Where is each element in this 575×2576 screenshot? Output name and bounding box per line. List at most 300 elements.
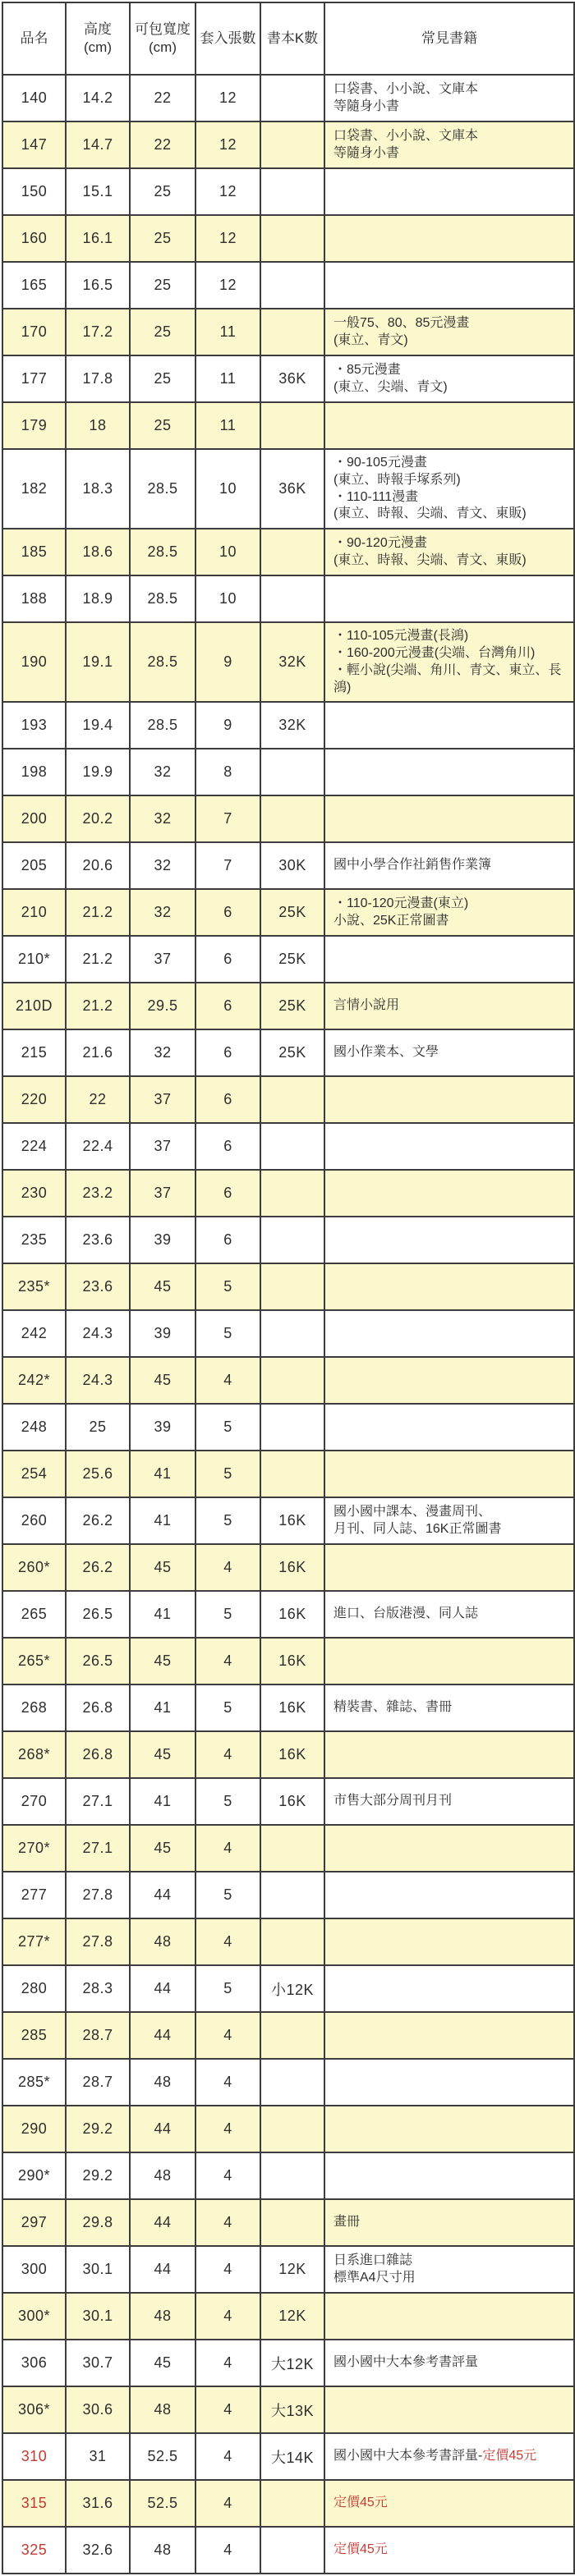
cell-wrap-width xyxy=(130,1918,196,1965)
cell-height xyxy=(66,1123,130,1170)
cell-height xyxy=(66,1451,130,1497)
cell-product-name-value: 230 xyxy=(21,1185,48,1202)
cell-wrap-width xyxy=(130,575,196,622)
cell-wrap-width-value: 32 xyxy=(154,763,172,781)
cell-product-name xyxy=(2,2199,66,2246)
cell-wrap-width-value: 48 xyxy=(154,1933,172,1950)
cell-common-books: 口袋書、小小說、文庫本 等隨身小書 xyxy=(324,75,574,121)
cell-height xyxy=(66,1825,130,1872)
cell-common-books xyxy=(324,1731,574,1778)
cell-product-name-value: 242* xyxy=(17,1372,51,1389)
cell-wrap-width xyxy=(130,1731,196,1778)
cell-sheet-count xyxy=(196,215,260,262)
cell-wrap-width-value: 25 xyxy=(154,277,172,293)
cell-sheet-count xyxy=(196,2480,260,2527)
cell-wrap-width-value: 37 xyxy=(154,1091,172,1108)
cell-wrap-width-value: 29.5 xyxy=(147,997,178,1015)
cell-wrap-width xyxy=(130,2152,196,2199)
cell-book-k-size-value: 大13K xyxy=(270,2402,315,2419)
cell-wrap-width-value: 37 xyxy=(154,1185,172,1202)
cell-sheet-count xyxy=(196,1591,260,1638)
cell-height xyxy=(66,1029,130,1076)
cell-product-name xyxy=(2,1918,66,1965)
cell-wrap-width xyxy=(130,2199,196,2246)
cell-book-k-size xyxy=(260,168,324,215)
cell-book-k-size xyxy=(260,1451,324,1497)
col-header-height xyxy=(66,2,130,75)
cell-wrap-width xyxy=(130,1638,196,1684)
cell-wrap-width xyxy=(130,1684,196,1731)
cell-height-value: 26.5 xyxy=(82,1652,113,1670)
cell-height xyxy=(66,1497,130,1544)
cell-height-value: 20.2 xyxy=(82,810,113,827)
cell-common-books xyxy=(324,2012,574,2059)
cell-sheet-count-value: 9 xyxy=(223,653,232,671)
cell-sheet-count xyxy=(196,2246,260,2293)
cell-height xyxy=(66,575,130,622)
cell-book-k-size-value: 25K xyxy=(278,951,306,968)
cell-height-value: 26.5 xyxy=(82,1606,113,1623)
table-row xyxy=(2,1965,574,2012)
cell-height-value: 16.1 xyxy=(82,230,113,246)
cell-product-name-value: 265* xyxy=(17,1652,51,1670)
cell-sheet-count-value: 4 xyxy=(223,2261,232,2278)
cell-height xyxy=(66,889,130,936)
cell-wrap-width-value: 37 xyxy=(154,1138,172,1155)
cell-sheet-count-value: 6 xyxy=(223,1185,232,1202)
cell-product-name xyxy=(2,575,66,622)
cell-sheet-count-value: 4 xyxy=(223,1746,232,1763)
cell-wrap-width-value: 45 xyxy=(154,1372,172,1389)
cell-common-books xyxy=(324,1825,574,1872)
cell-sheet-count-value: 4 xyxy=(223,1652,232,1670)
cell-product-name-value: 268* xyxy=(17,1746,51,1763)
cell-height xyxy=(66,262,130,309)
cell-common-books xyxy=(324,1638,574,1684)
cell-product-name-value: 310 xyxy=(21,2448,48,2465)
cell-height-value: 29.2 xyxy=(82,2120,113,2138)
cell-height-value: 27.1 xyxy=(82,1793,113,1810)
cell-height xyxy=(66,2199,130,2246)
cell-height xyxy=(66,1170,130,1217)
cell-height-value: 21.2 xyxy=(82,904,113,921)
cell-sheet-count-value: 6 xyxy=(223,1231,232,1249)
cell-height xyxy=(66,622,130,702)
cell-height xyxy=(66,1404,130,1451)
cell-sheet-count xyxy=(196,1029,260,1076)
cell-sheet-count xyxy=(196,309,260,355)
cell-book-k-size-value: 16K xyxy=(278,1606,306,1623)
cell-book-k-size xyxy=(260,1076,324,1123)
cell-book-k-size xyxy=(260,1872,324,1918)
cell-height-value: 27.1 xyxy=(82,1840,113,1857)
table-row xyxy=(2,575,574,622)
cell-height-value: 26.2 xyxy=(82,1512,113,1529)
cell-product-name-value: 147 xyxy=(21,136,48,153)
cell-height-value: 24.3 xyxy=(82,1372,113,1389)
cell-common-books xyxy=(324,1310,574,1357)
table-row xyxy=(2,1638,574,1684)
cell-common-books: 精裝書、雜誌、書冊 xyxy=(324,1684,574,1731)
cell-height xyxy=(66,2152,130,2199)
price-note-red: 定價45元 xyxy=(334,2542,388,2557)
cell-wrap-width-value: 32 xyxy=(154,810,172,827)
cell-height-value: 14.2 xyxy=(82,89,113,106)
cell-sheet-count-value: 4 xyxy=(223,2120,232,2138)
cell-common-books: 國小國中大本參考書評量 xyxy=(324,2340,574,2386)
cell-product-name xyxy=(2,795,66,842)
cell-product-name-value: 325 xyxy=(21,2542,48,2559)
cell-product-name-value: 242 xyxy=(21,1325,48,1342)
cell-product-name xyxy=(2,1497,66,1544)
cell-sheet-count xyxy=(196,75,260,121)
table-row xyxy=(2,622,574,702)
cell-product-name-value: 210 xyxy=(21,904,48,921)
cell-height-value: 29.2 xyxy=(82,2167,113,2184)
cell-product-name xyxy=(2,889,66,936)
cell-product-name xyxy=(2,2246,66,2293)
cell-height-value: 23.6 xyxy=(82,1231,113,1249)
cell-book-k-size xyxy=(260,1217,324,1263)
cell-wrap-width-value: 39 xyxy=(154,1325,172,1342)
cell-product-name-value: 182 xyxy=(21,480,48,497)
cell-wrap-width xyxy=(130,2012,196,2059)
cell-book-k-size xyxy=(260,2059,324,2106)
table-row xyxy=(2,936,574,983)
header-row xyxy=(2,2,574,75)
cell-common-books: 畫冊 xyxy=(324,2199,574,2246)
cell-wrap-width-value: 39 xyxy=(154,1419,172,1436)
table-row xyxy=(2,1684,574,1731)
cell-wrap-width xyxy=(130,1544,196,1591)
cell-product-name xyxy=(2,1076,66,1123)
cell-product-name-value: 188 xyxy=(21,590,48,607)
cell-product-name-value: 270 xyxy=(21,1793,48,1810)
cell-product-name xyxy=(2,2059,66,2106)
cell-sheet-count xyxy=(196,1310,260,1357)
cell-height xyxy=(66,215,130,262)
cell-common-books: ・90-120元漫畫 (東立、時報、尖端、青文、東販) xyxy=(324,529,574,575)
cell-book-k-size xyxy=(260,2152,324,2199)
cell-common-books xyxy=(324,1217,574,1263)
cell-sheet-count xyxy=(196,2059,260,2106)
cell-height-value: 23.6 xyxy=(82,1278,113,1295)
table-row xyxy=(2,702,574,749)
cell-book-k-size xyxy=(260,2246,324,2293)
table-row xyxy=(2,1076,574,1123)
cell-common-books xyxy=(324,1918,574,1965)
cell-product-name-value: 277* xyxy=(17,1933,51,1950)
cell-book-k-size-value: 25K xyxy=(278,1044,306,1061)
cell-book-k-size-value: 16K xyxy=(278,1699,306,1717)
cell-book-k-size-value: 25K xyxy=(278,997,306,1015)
cell-common-books xyxy=(324,168,574,215)
col-header-label: 品名 xyxy=(20,30,48,46)
cell-sheet-count xyxy=(196,2152,260,2199)
col-header-label: 可包寬度 xyxy=(135,21,191,37)
cell-product-name-value: 179 xyxy=(21,417,48,433)
cell-height xyxy=(66,2433,130,2480)
cell-product-name-value: 215 xyxy=(21,1044,48,1061)
cell-wrap-width-value: 28.5 xyxy=(147,717,178,734)
cell-wrap-width xyxy=(130,1170,196,1217)
col-header-unit: (cm) xyxy=(149,39,177,55)
table-row xyxy=(2,1029,574,1076)
cell-sheet-count xyxy=(196,355,260,402)
cell-common-books: 言情小說用 xyxy=(324,983,574,1029)
cell-height-value: 28.7 xyxy=(82,2074,113,2091)
cell-height xyxy=(66,1076,130,1123)
cell-book-k-size-value: 32K xyxy=(278,717,306,734)
cell-wrap-width-value: 28.5 xyxy=(147,653,178,671)
cell-book-k-size xyxy=(260,1263,324,1310)
cell-height xyxy=(66,2059,130,2106)
cell-sheet-count-value: 4 xyxy=(223,2027,232,2044)
cell-sheet-count-value: 5 xyxy=(223,1325,232,1342)
cell-book-k-size xyxy=(260,2386,324,2433)
cell-product-name xyxy=(2,1123,66,1170)
cell-height xyxy=(66,449,130,529)
cell-product-name xyxy=(2,1263,66,1310)
cell-height-value: 29.8 xyxy=(82,2214,113,2231)
cell-sheet-count-value: 7 xyxy=(223,810,232,827)
cell-product-name-value: 268 xyxy=(21,1699,48,1717)
cell-height xyxy=(66,1310,130,1357)
cell-sheet-count-value: 6 xyxy=(223,904,232,921)
cell-wrap-width-value: 45 xyxy=(154,1559,172,1576)
cell-wrap-width-value: 45 xyxy=(154,1278,172,1295)
cell-common-books xyxy=(324,1357,574,1404)
cell-product-name-value: 300* xyxy=(17,2308,51,2325)
cell-book-k-size xyxy=(260,936,324,983)
cell-product-name-value: 306* xyxy=(17,2401,51,2418)
cell-wrap-width xyxy=(130,1029,196,1076)
cell-book-k-size-value: 16K xyxy=(278,1652,306,1670)
col-header-book-k-size xyxy=(260,2,324,75)
cell-sheet-count xyxy=(196,983,260,1029)
cell-product-name xyxy=(2,936,66,983)
cell-sheet-count xyxy=(196,2293,260,2340)
cell-height xyxy=(66,1918,130,1965)
table-row xyxy=(2,1544,574,1591)
cell-wrap-width xyxy=(130,2386,196,2433)
cell-height-value: 31.6 xyxy=(82,2495,113,2512)
cell-book-k-size-value: 16K xyxy=(278,1512,306,1529)
cell-common-books xyxy=(324,2152,574,2199)
cell-height-value: 30.1 xyxy=(82,2308,113,2325)
cell-wrap-width xyxy=(130,1451,196,1497)
cell-product-name xyxy=(2,1684,66,1731)
cell-sheet-count xyxy=(196,2527,260,2574)
cell-height xyxy=(66,2012,130,2059)
cell-book-k-size-value: 16K xyxy=(278,1746,306,1763)
cell-product-name-value: 300 xyxy=(21,2261,48,2278)
cell-book-k-size xyxy=(260,355,324,402)
cell-height-value: 28.7 xyxy=(82,2027,113,2044)
table-row xyxy=(2,2386,574,2433)
cell-common-books xyxy=(324,1451,574,1497)
cell-book-k-size xyxy=(260,889,324,936)
cell-wrap-width xyxy=(130,529,196,575)
cell-sheet-count xyxy=(196,1544,260,1591)
cell-height xyxy=(66,2293,130,2340)
cell-wrap-width-value: 25 xyxy=(154,230,172,246)
cell-wrap-width-value: 39 xyxy=(154,1231,172,1249)
cell-book-k-size xyxy=(260,2480,324,2527)
cell-book-k-size xyxy=(260,702,324,749)
cell-height-value: 32.6 xyxy=(82,2542,113,2559)
cell-height-value: 18.3 xyxy=(82,480,113,497)
cell-product-name xyxy=(2,2433,66,2480)
cell-height-value: 25 xyxy=(89,1419,107,1436)
cell-height-value: 24.3 xyxy=(82,1325,113,1342)
cell-wrap-width-value: 48 xyxy=(154,2542,172,2559)
cell-wrap-width-value: 45 xyxy=(154,1652,172,1670)
book-cover-size-table xyxy=(2,2,575,2574)
cell-sheet-count xyxy=(196,1918,260,1965)
cell-sheet-count-value: 9 xyxy=(223,717,232,734)
cell-common-books xyxy=(324,1404,574,1451)
col-header-unit: (cm) xyxy=(84,39,112,55)
cell-product-name-value: 150 xyxy=(21,183,48,199)
cell-height xyxy=(66,402,130,449)
cell-product-name-value: 280 xyxy=(21,1980,48,1997)
table-row xyxy=(2,402,574,449)
cell-sheet-count-value: 4 xyxy=(223,2308,232,2325)
cell-sheet-count xyxy=(196,936,260,983)
cell-book-k-size xyxy=(260,1684,324,1731)
cell-product-name-value: 285 xyxy=(21,2027,48,2044)
cell-height-value: 28.3 xyxy=(82,1980,113,1997)
col-header-label: 常見書籍 xyxy=(421,30,477,46)
cell-product-name-value: 248 xyxy=(21,1419,48,1436)
cell-product-name-value: 290* xyxy=(17,2167,51,2184)
cell-product-name xyxy=(2,842,66,889)
cell-product-name xyxy=(2,1825,66,1872)
cell-sheet-count xyxy=(196,575,260,622)
cell-product-name-value: 170 xyxy=(21,323,48,340)
cell-wrap-width-value: 45 xyxy=(154,2354,172,2372)
cell-height xyxy=(66,1638,130,1684)
col-header-sheet-count xyxy=(196,2,260,75)
cell-sheet-count xyxy=(196,2340,260,2386)
cell-sheet-count xyxy=(196,749,260,795)
cell-sheet-count-value: 5 xyxy=(223,1886,232,1904)
cell-product-name xyxy=(2,1310,66,1357)
table-row xyxy=(2,309,574,355)
cell-product-name-value: 235* xyxy=(17,1278,51,1295)
cell-book-k-size xyxy=(260,983,324,1029)
cell-common-books xyxy=(324,2480,574,2527)
cell-book-k-size-value: 25K xyxy=(278,904,306,921)
cell-book-k-size xyxy=(260,575,324,622)
cell-height xyxy=(66,1263,130,1310)
cell-sheet-count-value: 4 xyxy=(223,2495,232,2512)
cell-product-name-value: 200 xyxy=(21,810,48,827)
cell-sheet-count xyxy=(196,1170,260,1217)
table-row xyxy=(2,795,574,842)
cell-common-books: 國中小學合作社銷售作業簿 xyxy=(324,842,574,889)
cell-common-books: ・90-105元漫畫 (東立、時報手塚系列) ・110-111漫畫 (東立、時報、尖端、青文、東販) xyxy=(324,449,574,529)
cell-common-books xyxy=(324,2106,574,2152)
cell-book-k-size xyxy=(260,1357,324,1404)
cell-common-books: 進口、台版港漫、同人誌 xyxy=(324,1591,574,1638)
cell-height xyxy=(66,702,130,749)
cell-sheet-count xyxy=(196,2433,260,2480)
cell-common-books xyxy=(324,215,574,262)
cell-sheet-count-value: 11 xyxy=(219,323,237,340)
cell-common-books xyxy=(324,575,574,622)
cell-sheet-count xyxy=(196,1217,260,1263)
cell-height-value: 31 xyxy=(89,2448,107,2465)
cell-book-k-size xyxy=(260,795,324,842)
cell-height-value: 21.6 xyxy=(82,1044,113,1061)
cell-wrap-width xyxy=(130,1825,196,1872)
cell-common-books xyxy=(324,749,574,795)
cell-product-name xyxy=(2,1965,66,2012)
cell-common-books: ・110-120元漫畫(東立) 小說、25K正常圖書 xyxy=(324,889,574,936)
table-row xyxy=(2,2340,574,2386)
cell-wrap-width xyxy=(130,622,196,702)
cell-wrap-width-value: 44 xyxy=(154,2261,172,2278)
table-row xyxy=(2,355,574,402)
cell-book-k-size xyxy=(260,1825,324,1872)
table-row xyxy=(2,1263,574,1310)
cell-product-name xyxy=(2,2340,66,2386)
cell-sheet-count xyxy=(196,1825,260,1872)
cell-sheet-count xyxy=(196,1497,260,1544)
cell-height xyxy=(66,2527,130,2574)
cell-sheet-count xyxy=(196,1076,260,1123)
cell-product-name-value: 198 xyxy=(21,763,48,781)
cell-book-k-size-value: 12K xyxy=(278,2261,306,2278)
table-row xyxy=(2,1451,574,1497)
cell-product-name xyxy=(2,121,66,168)
cell-book-k-size xyxy=(260,309,324,355)
cell-common-books xyxy=(324,2293,574,2340)
cell-height-value: 26.2 xyxy=(82,1559,113,1576)
cell-book-k-size xyxy=(260,1029,324,1076)
cell-product-name xyxy=(2,75,66,121)
cell-wrap-width-value: 41 xyxy=(154,1699,172,1717)
cell-book-k-size xyxy=(260,2527,324,2574)
cell-book-k-size xyxy=(260,121,324,168)
cell-product-name-value: 285* xyxy=(17,2074,51,2091)
cell-wrap-width xyxy=(130,983,196,1029)
cell-wrap-width xyxy=(130,449,196,529)
cell-book-k-size xyxy=(260,262,324,309)
cell-height-value: 25.6 xyxy=(82,1465,113,1483)
cell-height xyxy=(66,2340,130,2386)
cell-sheet-count-value: 12 xyxy=(218,230,237,246)
cell-height xyxy=(66,1544,130,1591)
table-row xyxy=(2,1404,574,1451)
cell-wrap-width xyxy=(130,842,196,889)
cell-wrap-width xyxy=(130,1310,196,1357)
cell-height xyxy=(66,168,130,215)
cell-product-name xyxy=(2,1404,66,1451)
cell-common-books: 國小國中大本參考書評量-定價45元 xyxy=(324,2433,574,2480)
cell-sheet-count-value: 4 xyxy=(223,2401,232,2418)
cell-product-name xyxy=(2,1357,66,1404)
cell-book-k-size-value: 小12K xyxy=(270,1981,315,1998)
table-row xyxy=(2,2433,574,2480)
cell-height-value: 22 xyxy=(89,1091,107,1108)
cell-book-k-size-value: 36K xyxy=(278,370,306,387)
cell-wrap-width xyxy=(130,262,196,309)
cell-wrap-width-value: 25 xyxy=(154,323,172,340)
col-header-label: 書本K數 xyxy=(266,30,319,46)
